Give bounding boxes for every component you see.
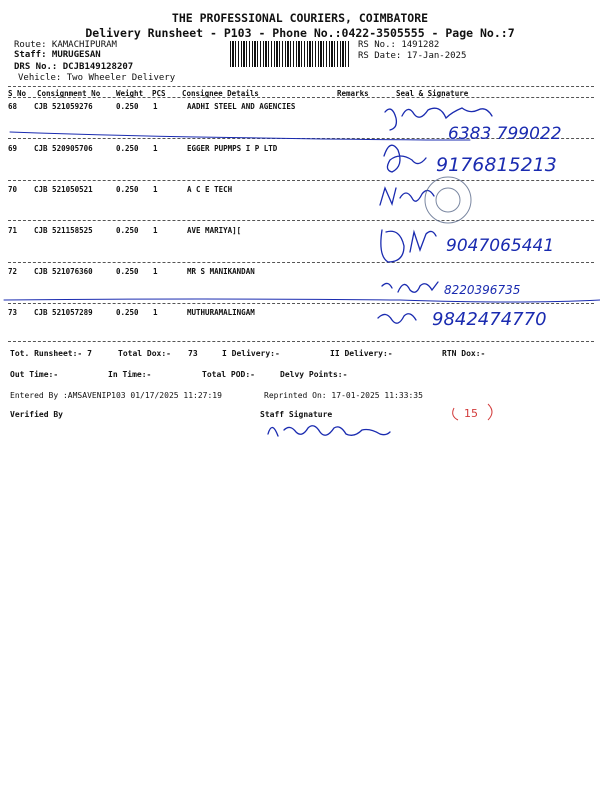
vehicle-label: Vehicle: Two Wheeler Delivery [18, 73, 176, 83]
reprinted-on: Reprinted On: 17-01-2025 11:33:35 [264, 391, 423, 400]
row-sno: 68 [8, 102, 18, 111]
delvy-points: Delvy Points:- [280, 370, 348, 379]
row-sno: 71 [8, 226, 18, 235]
row-sno: 72 [8, 267, 18, 276]
staff-signature [268, 426, 390, 436]
handwritten-signature [378, 314, 416, 323]
handwritten-phone: 8220396735 [444, 283, 521, 297]
row-consignee: AADHI STEEL AND AGENCIES [187, 102, 296, 111]
row-sno: 69 [8, 144, 18, 153]
out-time: Out Time:- [10, 370, 59, 379]
column-header-seal-signature: Seal & Signature [396, 89, 469, 98]
staff-signature-label: Staff Signature [260, 410, 333, 419]
row-sno: 70 [8, 185, 18, 194]
row-weight: 0.250 [116, 267, 139, 276]
route-label: Route: KAMACHIPURAM [14, 40, 117, 50]
row-pcs: 1 [153, 226, 158, 235]
pen-stroke [10, 132, 470, 140]
handwritten-phone: 9842474770 [432, 309, 547, 330]
stamp-seal-inner [436, 188, 460, 212]
row-consignee: MR S MANIKANDAN [187, 267, 255, 276]
row-weight: 0.250 [116, 308, 139, 317]
runsheet-subtitle: Delivery Runsheet - P103 - Phone No.:0422-3505555 - Page No.:7 [85, 26, 515, 40]
handwritten-signature [381, 230, 436, 262]
rs-date: RS Date: 17-Jan-2025 [358, 51, 467, 61]
column-header-consignment: Consignment No [37, 89, 101, 98]
row-weight: 0.250 [116, 102, 139, 111]
rs-number: RS No.: 1491282 [358, 40, 440, 50]
row-pcs: 1 [153, 144, 158, 153]
row-pcs: 1 [153, 102, 158, 111]
column-header-remarks: Remarks [337, 89, 369, 98]
row-consignee: MUTHURAMALINGAM [187, 308, 255, 317]
row-consignment: CJB 521050521 [34, 185, 93, 194]
row-consignment: CJB 520905706 [34, 144, 93, 153]
row-pcs: 1 [153, 308, 158, 317]
rtn-dox: RTN Dox:- [442, 349, 486, 358]
row-consignment: CJB 521158525 [34, 226, 93, 235]
stamp-seal [425, 177, 471, 223]
pen-stroke [4, 299, 600, 302]
row-consignment: CJB 521059276 [34, 102, 93, 111]
row-pcs: 1 [153, 185, 158, 194]
entered-by: Entered By :AMSAVENIP103 01/17/2025 11:27:19 [10, 391, 222, 400]
row-consignee: AVE MARIYA][ [187, 226, 242, 235]
company-title: THE PROFESSIONAL COURIERS, COIMBATORE [171, 11, 429, 25]
row-pcs: 1 [153, 267, 158, 276]
drs-number: DRS No.: DCJB149128207 [14, 62, 134, 72]
staff-label: Staff: MURUGESAN [14, 50, 101, 60]
handwritten-phone: 6383 799022 [448, 124, 562, 144]
row-consignee: EGGER PUPMPS I P LTD [187, 144, 278, 153]
verified-by: Verified By [10, 410, 63, 419]
row-consignment: CJB 521076360 [34, 267, 93, 276]
handwritten-signature [382, 282, 438, 292]
handwritten-signature [384, 145, 426, 172]
row-weight: 0.250 [116, 226, 139, 235]
ii-delivery: II Delivery:- [330, 349, 393, 358]
in-time: In Time:- [108, 370, 152, 379]
row-consignment: CJB 521057289 [34, 308, 93, 317]
handwritten-phone: 9176815213 [436, 154, 557, 176]
handwritten-signature [380, 188, 434, 205]
row-weight: 0.250 [116, 185, 139, 194]
column-header-weight: Weight [116, 89, 144, 98]
i-delivery: I Delivery:- [222, 349, 280, 358]
total-dox-value: 73 [188, 349, 198, 358]
row-sno: 73 [8, 308, 18, 317]
red-mark-number: 15 [464, 407, 478, 420]
row-consignee: A C E TECH [187, 185, 233, 194]
total-runsheet: Tot. Runsheet:- 7 [10, 349, 92, 358]
column-header-pcs: PCS [152, 89, 166, 98]
column-header-sno: S No [8, 89, 27, 98]
total-pod: Total POD:- [202, 370, 255, 379]
row-weight: 0.250 [116, 144, 139, 153]
total-dox-label: Total Dox:- [118, 349, 171, 358]
column-header-consignee: Consignee Details [182, 89, 259, 98]
handwritten-phone: 9047065441 [446, 236, 555, 256]
